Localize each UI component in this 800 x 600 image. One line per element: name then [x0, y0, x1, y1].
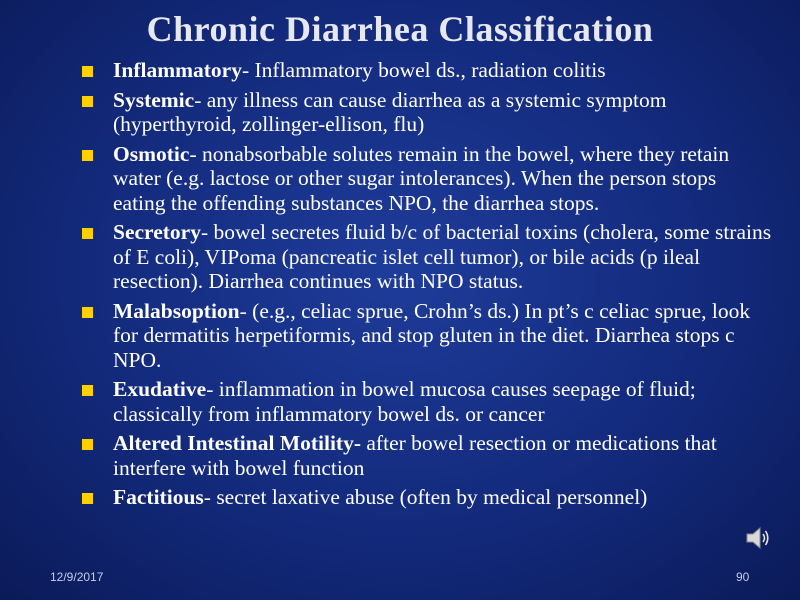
bullet-term: Factitious: [113, 485, 204, 509]
bullet-item-secretory: [82, 220, 772, 294]
bullet-list: [82, 58, 772, 515]
bullet-text: - any illness can cause diarrhea as a systemic symptom (hyperthyroid, zollinger-ellison, flu): [113, 87, 667, 136]
bullet-text: after bowel resection or medications that interfere with bowel function: [113, 431, 717, 480]
square-bullet-icon: [82, 228, 93, 239]
bullet-text: - Inflammatory bowel ds., radiation colitis: [241, 58, 606, 82]
square-bullet-icon: [82, 150, 93, 161]
slide-title: Chronic Diarrhea Classification: [146, 9, 654, 49]
square-bullet-icon: [82, 307, 93, 318]
bullet-text: - nonabsorbable solutes remain in the bowel, where they retain water (e.g. lactose or other sugar intolerances). When the person stops eating the offending substances NPO, the diarrhea stops.: [113, 141, 730, 215]
bullet-term: Systemic: [113, 87, 195, 112]
bullet-text: - bowel secretes fluid b/c of bacterial toxins (cholera, some strains of E coli), VIPoma (pancreatic islet cell tumor), or bile acids (p ileal resection). Diarrhea continues with NPO status.: [113, 220, 772, 293]
bullet-term: Altered Intestinal Motility-: [113, 431, 362, 455]
footer-date: 12/9/2017: [50, 570, 104, 584]
square-bullet-icon: [82, 96, 93, 107]
bullet-text: - (e.g., celiac sprue, Crohn’s ds.) In pt’s c celiac sprue, look for dermatitis herpetiformis, and stop gluten in the diet. Diarrhea stops c NPO.: [113, 298, 751, 372]
square-bullet-icon: [82, 439, 93, 450]
square-bullet-icon: [82, 66, 93, 77]
slide-number: 90: [736, 570, 750, 584]
speaker-icon[interactable]: [744, 524, 772, 552]
bullet-term: Inflammatory: [113, 58, 242, 82]
bullet-item-osmotic: [82, 142, 772, 216]
bullet-term: Malabsoption: [113, 298, 240, 323]
square-bullet-icon: [82, 493, 93, 504]
bullet-text: - inflammation in bowel mucosa causes seepage of fluid; classically from inflammatory bowel ds. or cancer: [113, 377, 696, 426]
bullet-term: Secretory: [113, 220, 201, 244]
bullet-item-altered-motility: [82, 431, 772, 480]
bullet-item-systemic: [82, 88, 772, 137]
bullet-item-factitious: [82, 485, 772, 510]
bullet-text: - secret laxative abuse (often by medical personnel): [203, 485, 648, 509]
bullet-item-malabsorption: [82, 299, 772, 373]
bullet-item-exudative: [82, 377, 772, 426]
bullet-item-inflammatory: [82, 58, 772, 83]
bullet-term: Osmotic: [113, 141, 190, 166]
bullet-term: Exudative: [113, 377, 207, 401]
square-bullet-icon: [82, 385, 93, 396]
